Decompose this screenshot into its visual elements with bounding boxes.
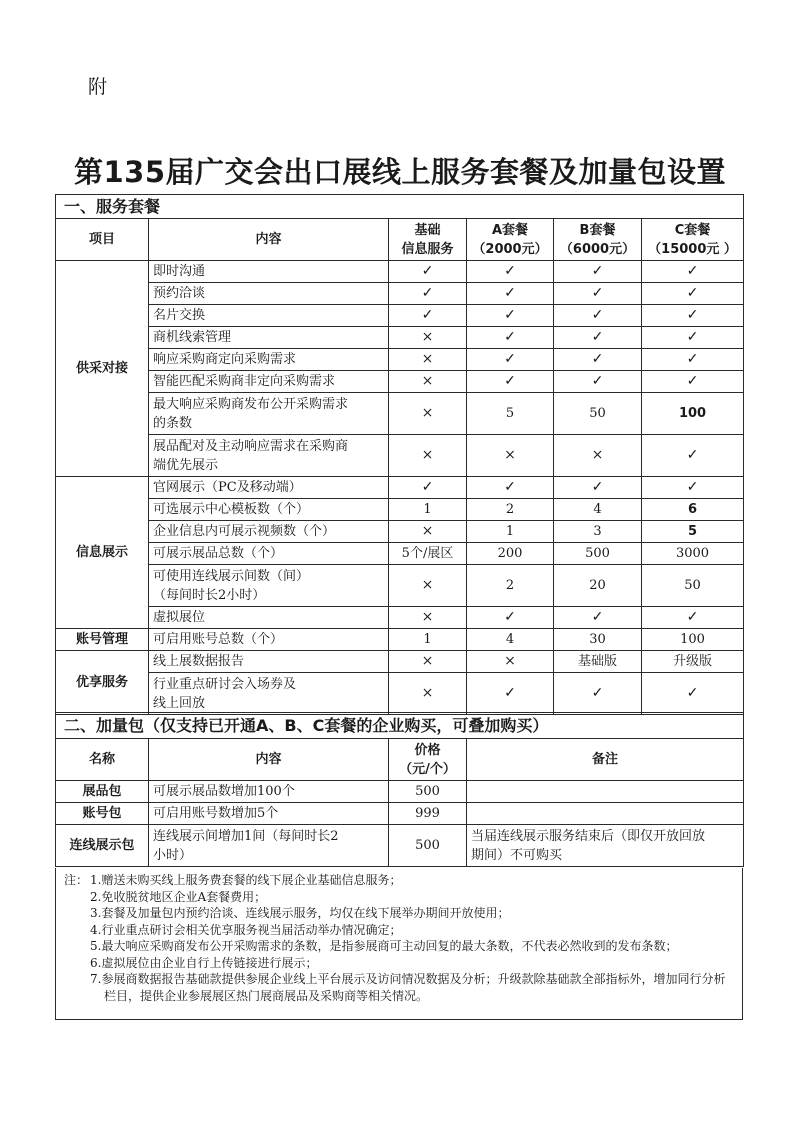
cell-b: ✓ — [554, 607, 642, 629]
addon-content: 可启用账号数增加5个 — [149, 803, 389, 825]
row-content: 展品配对及主动响应需求在采购商 端优先展示 — [149, 435, 389, 477]
section1-title: 一、服务套餐 — [56, 195, 744, 219]
note-item: 1.赠送未购买线上服务费套餐的线下展企业基础信息服务； — [90, 873, 402, 887]
addon-name: 展品包 — [56, 781, 149, 803]
cell-c: ✓ — [642, 305, 744, 327]
row-content: 可使用连线展示间数（间） （每间时长2小时） — [149, 565, 389, 607]
table-row — [56, 521, 744, 543]
cell-a: 2 — [467, 565, 554, 607]
note-item: 2.免收脱贫地区企业A套餐费用； — [90, 889, 267, 904]
row-content: 智能匹配采购商非定向采购需求 — [149, 371, 389, 393]
row-content: 行业重点研讨会入场券及 线上回放 — [149, 673, 389, 715]
cell-a: 4 — [467, 629, 554, 651]
header-content: 内容 — [149, 219, 389, 261]
addon-remark: 当届连线展示服务结束后（即仅开放回放 期间）不可购买 — [467, 825, 744, 867]
table-row — [56, 825, 744, 867]
cell-a: 2 — [467, 499, 554, 521]
table-row — [56, 629, 744, 651]
cell-c: 6 — [642, 499, 744, 521]
cell-b: 50 — [554, 393, 642, 435]
table-row — [56, 499, 744, 521]
row-content: 响应采购商定向采购需求 — [149, 349, 389, 371]
group-label: 账号管理 — [56, 629, 149, 651]
addon-price: 500 — [389, 825, 467, 867]
cell-b: 500 — [554, 543, 642, 565]
cell-b: 20 — [554, 565, 642, 607]
cell-b: 基础版 — [554, 651, 642, 673]
header-name: 名称 — [56, 739, 149, 781]
table-row — [56, 283, 744, 305]
table-row — [56, 477, 744, 499]
table-header-row — [56, 739, 744, 781]
row-content: 即时沟通 — [149, 261, 389, 283]
group-label: 优享服务 — [56, 651, 149, 715]
group-label: 供采对接 — [56, 261, 149, 477]
table-row — [56, 393, 744, 435]
note-item: 5.最大响应采购商发布公开采购需求的条数，是指参展商可主动回复的最大条数，不代表必然收到的发布条数； — [90, 939, 678, 953]
cell-a: × — [467, 651, 554, 673]
cell-b: × — [554, 435, 642, 477]
cell-basic: × — [389, 651, 467, 673]
table-header-row — [56, 219, 744, 261]
header-basic: 基础 信息服务 — [389, 219, 467, 261]
addon-price: 999 — [389, 803, 467, 825]
cell-basic: × — [389, 393, 467, 435]
table-row — [56, 349, 744, 371]
cell-c: 5 — [642, 521, 744, 543]
cell-basic: × — [389, 327, 467, 349]
cell-a: ✓ — [467, 305, 554, 327]
cell-c: ✓ — [642, 477, 744, 499]
row-content: 可启用账号总数（个） — [149, 629, 389, 651]
cell-a: ✓ — [467, 477, 554, 499]
header-remark: 备注 — [467, 739, 744, 781]
cell-basic: ✓ — [389, 305, 467, 327]
cell-basic: × — [389, 565, 467, 607]
table-row — [56, 261, 744, 283]
cell-c: 3000 — [642, 543, 744, 565]
header-package-b: B套餐 （6000元） — [554, 219, 642, 261]
notes-label: 注： — [64, 873, 89, 887]
document-title: 第135届广交会出口展线上服务套餐及加量包设置 — [73, 155, 727, 189]
addon-package-table — [55, 712, 744, 867]
cell-basic: × — [389, 607, 467, 629]
addon-name: 账号包 — [56, 803, 149, 825]
cell-c: 100 — [642, 393, 744, 435]
table-row — [56, 565, 744, 607]
group-label: 信息展示 — [56, 477, 149, 629]
cell-a: ✓ — [467, 283, 554, 305]
cell-a: ✓ — [467, 607, 554, 629]
cell-c: 升级版 — [642, 651, 744, 673]
cell-c: ✓ — [642, 371, 744, 393]
cell-a: × — [467, 435, 554, 477]
cell-b: ✓ — [554, 283, 642, 305]
row-content: 商机线索管理 — [149, 327, 389, 349]
table-row — [56, 673, 744, 715]
addon-remark — [467, 803, 744, 825]
row-content: 线上展数据报告 — [149, 651, 389, 673]
table-row — [56, 305, 744, 327]
cell-basic: ✓ — [389, 283, 467, 305]
addon-content: 可展示展品数增加100个 — [149, 781, 389, 803]
cell-a: 5 — [467, 393, 554, 435]
cell-basic: 1 — [389, 499, 467, 521]
cell-basic: × — [389, 521, 467, 543]
addon-price: 500 — [389, 781, 467, 803]
table-row — [56, 327, 744, 349]
header-package-c: C套餐 （15000元 ） — [642, 219, 744, 261]
cell-basic: 1 — [389, 629, 467, 651]
row-content: 可选展示中心模板数（个） — [149, 499, 389, 521]
cell-b: 3 — [554, 521, 642, 543]
cell-c: ✓ — [642, 261, 744, 283]
cell-a: ✓ — [467, 371, 554, 393]
cell-c: 50 — [642, 565, 744, 607]
table-row — [56, 803, 744, 825]
cell-c: ✓ — [642, 283, 744, 305]
cell-basic: 5个/展区 — [389, 543, 467, 565]
cell-b: 30 — [554, 629, 642, 651]
table-row — [56, 651, 744, 673]
row-content: 可展示展品总数（个） — [149, 543, 389, 565]
cell-c: ✓ — [642, 673, 744, 715]
header-price: 价格 （元/个） — [389, 739, 467, 781]
cell-a: ✓ — [467, 349, 554, 371]
cell-b: ✓ — [554, 371, 642, 393]
addon-name: 连线展示包 — [56, 825, 149, 867]
note-item: 4.行业重点研讨会相关优享服务视当届活动举办情况确定； — [90, 922, 402, 937]
cell-a: ✓ — [467, 327, 554, 349]
header-content: 内容 — [149, 739, 389, 781]
cell-b: ✓ — [554, 349, 642, 371]
cell-basic: × — [389, 349, 467, 371]
note-item: 3.套餐及加量包内预约洽谈、连线展示服务，均仅在线下展举办期间开放使用； — [90, 906, 510, 920]
cell-b: ✓ — [554, 327, 642, 349]
cell-a: ✓ — [467, 261, 554, 283]
table-row — [56, 781, 744, 803]
note-item: 6.虚拟展位由企业自行上传链接进行展示； — [90, 955, 318, 970]
table-row — [56, 371, 744, 393]
cell-b: 4 — [554, 499, 642, 521]
addon-content: 连线展示间增加1间（每间时长2 小时） — [149, 825, 389, 867]
cell-a: 1 — [467, 521, 554, 543]
table-row — [56, 607, 744, 629]
cell-a: 200 — [467, 543, 554, 565]
cell-c: ✓ — [642, 349, 744, 371]
cell-b: ✓ — [554, 477, 642, 499]
cell-basic: × — [389, 371, 467, 393]
notes-box — [55, 868, 743, 1020]
section2-title: 二、加量包（仅支持已开通A、B、C套餐的企业购买，可叠加购买） — [56, 713, 744, 739]
cell-c: ✓ — [642, 327, 744, 349]
header-item: 项目 — [56, 219, 149, 261]
cell-b: ✓ — [554, 673, 642, 715]
row-content: 预约洽谈 — [149, 283, 389, 305]
cell-basic: × — [389, 673, 467, 715]
row-content: 企业信息内可展示视频数（个） — [149, 521, 389, 543]
row-content: 虚拟展位 — [149, 607, 389, 629]
header-package-a: A套餐 （2000元） — [467, 219, 554, 261]
note-item: 7.参展商数据报告基础款提供参展企业线上平台展示及访问情况数据及分析；升级款除基础款全部指标外，增加同行分析栏目，提供企业参展展区热门展商展品及采购商等相关情况。 — [90, 972, 726, 1003]
cell-a: ✓ — [467, 673, 554, 715]
cell-c: ✓ — [642, 607, 744, 629]
cell-c: 100 — [642, 629, 744, 651]
cell-basic: ✓ — [389, 261, 467, 283]
row-content: 名片交换 — [149, 305, 389, 327]
row-content: 最大响应采购商发布公开采购需求 的条数 — [149, 393, 389, 435]
table-row — [56, 543, 744, 565]
row-content: 官网展示（PC及移动端） — [149, 477, 389, 499]
cell-b: ✓ — [554, 305, 642, 327]
attachment-label: 附 — [88, 76, 108, 98]
addon-remark — [467, 781, 744, 803]
service-package-table — [55, 194, 744, 715]
cell-basic: × — [389, 435, 467, 477]
cell-c: ✓ — [642, 435, 744, 477]
table-row — [56, 435, 744, 477]
cell-b: ✓ — [554, 261, 642, 283]
cell-basic: ✓ — [389, 477, 467, 499]
